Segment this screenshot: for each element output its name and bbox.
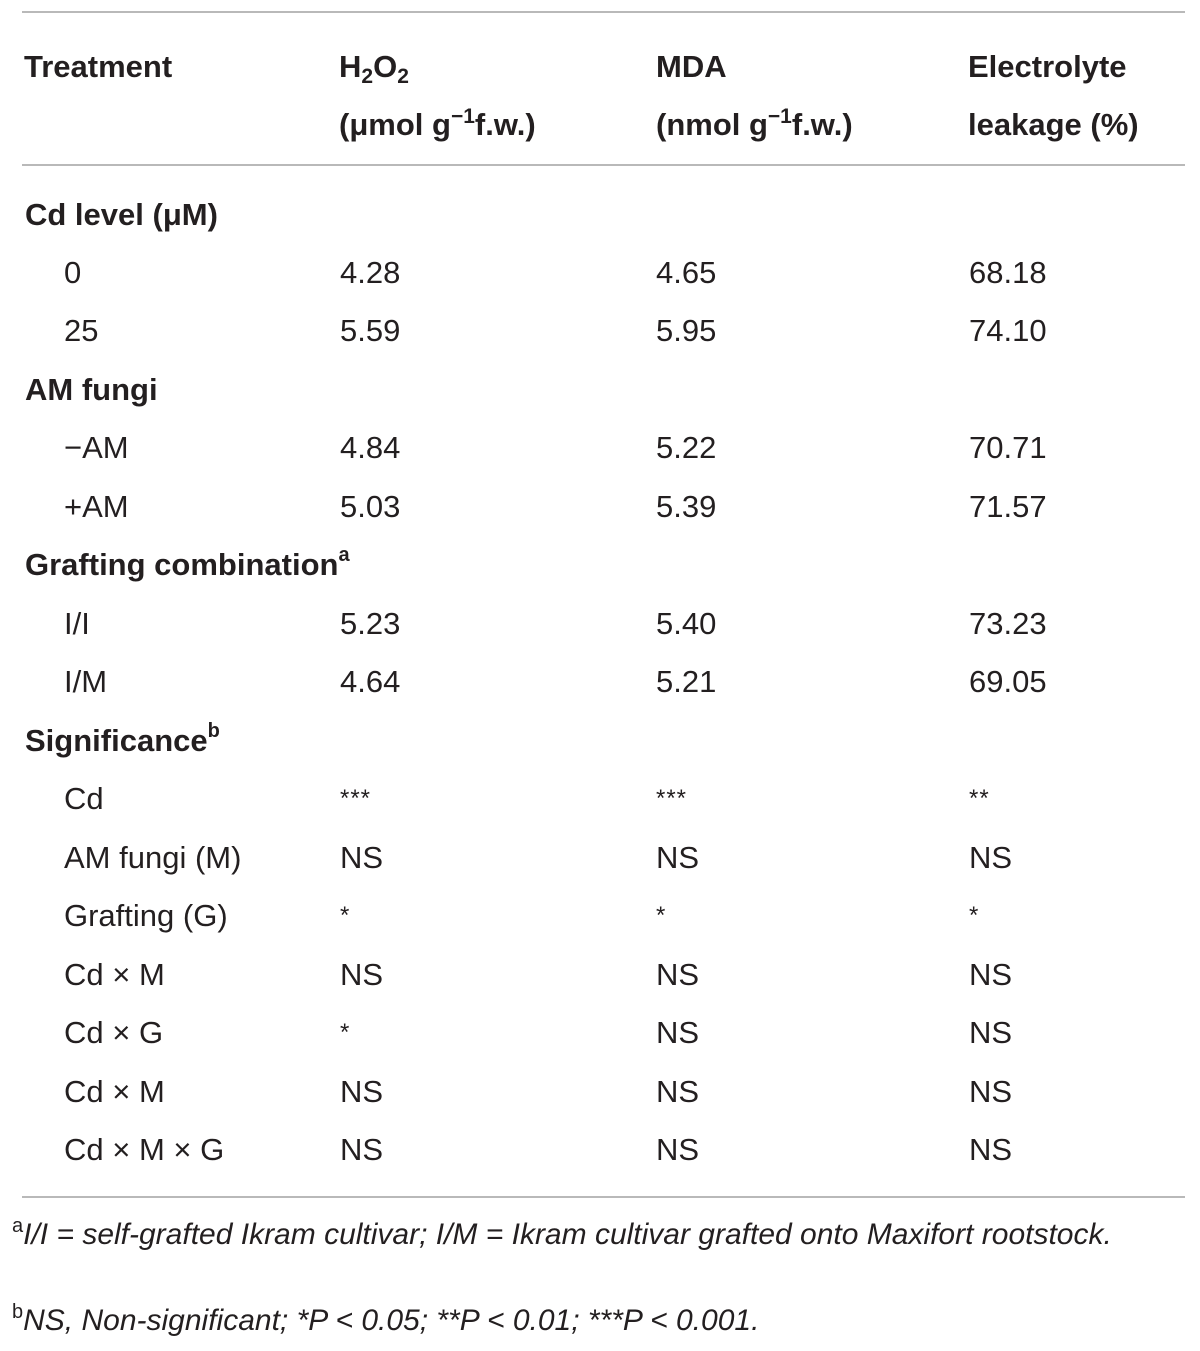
- table-row: [0, 653, 1200, 711]
- cell-h2o2: 5.03: [340, 489, 401, 524]
- section-significance: [0, 712, 1200, 770]
- row-label: −AM: [64, 430, 129, 465]
- section-title: AM fungi: [25, 372, 158, 407]
- header-mda-name: MDA: [656, 49, 727, 84]
- cell-el: NS: [969, 1132, 1013, 1167]
- section-am-fungi: [0, 361, 1200, 419]
- footnote-marker: b: [207, 720, 220, 742]
- cell-h2o2: NS: [340, 1074, 384, 1109]
- header-treatment-text: Treatment: [24, 49, 173, 84]
- header-h2o2-name: $H_2O_2$: [339, 49, 409, 88]
- table-top-rule: [22, 11, 1185, 13]
- row-label: I/M: [64, 664, 108, 699]
- section-title: Cd level (μM): [25, 197, 218, 232]
- row-label: Cd: [64, 781, 104, 816]
- footnote-a-text: I/I = self-grafted Ikram cultivar; I/M = Ikram cultivar grafted onto Maxifort rootstock.: [23, 1218, 1112, 1251]
- table-row: [0, 1063, 1200, 1121]
- table-row: [0, 1121, 1200, 1179]
- cell-el: 71.57: [969, 489, 1047, 524]
- cell-h2o2: 5.59: [340, 313, 401, 348]
- row-label: 25: [64, 313, 99, 348]
- table-row: [0, 478, 1200, 536]
- cell-mda: 5.95: [656, 313, 717, 348]
- row-label: AM fungi (M): [64, 840, 242, 875]
- cell-mda: NS: [656, 957, 700, 992]
- header-el-line1: Electrolyte: [968, 49, 1127, 84]
- row-label: Grafting (G): [64, 898, 228, 933]
- cell-h2o2: NS: [340, 840, 384, 875]
- cell-h2o2: 4.84: [340, 430, 401, 465]
- section-cd-level: [0, 186, 1200, 244]
- cell-mda: 5.40: [656, 606, 717, 641]
- cell-el: 74.10: [969, 313, 1047, 348]
- table-row: [0, 770, 1200, 828]
- cell-mda: *: [656, 902, 667, 929]
- cell-mda: NS: [656, 840, 700, 875]
- cell-h2o2: 5.23: [340, 606, 401, 641]
- table-row: [0, 302, 1200, 360]
- cell-h2o2: 4.64: [340, 664, 401, 699]
- footnote-b-text: NS, Non-significant; *P < 0.05; **P < 0.01; ***P < 0.001.: [23, 1304, 760, 1337]
- table-row: [0, 1004, 1200, 1062]
- footnote-marker: a: [338, 544, 350, 566]
- cell-mda: 5.39: [656, 489, 717, 524]
- cell-h2o2: *: [340, 1019, 351, 1046]
- row-label: Cd × M: [64, 957, 165, 992]
- cell-mda: 5.22: [656, 430, 717, 465]
- header-h2o2-unit: (μmol $g^{-1}f.w$.): [339, 105, 536, 142]
- cell-el: 69.05: [969, 664, 1047, 699]
- section-title: Significance$^b$: [25, 720, 220, 758]
- section-title: Grafting combination$^a$: [25, 544, 350, 582]
- header-el-line2: leakage (%): [968, 107, 1139, 142]
- header-h2o2: [339, 38, 536, 154]
- table-row: [0, 946, 1200, 1004]
- header-mda: [656, 38, 853, 154]
- cell-h2o2: 4.28: [340, 255, 401, 290]
- cell-el: NS: [969, 957, 1013, 992]
- table-row: [0, 595, 1200, 653]
- cell-el: **: [969, 785, 990, 812]
- table-row: [0, 244, 1200, 302]
- header-treatment: [24, 38, 172, 96]
- table-bottom-rule: [22, 1196, 1185, 1198]
- cell-mda: NS: [656, 1015, 700, 1050]
- cell-mda: NS: [656, 1132, 700, 1167]
- table-row: [0, 829, 1200, 887]
- row-label: +AM: [64, 489, 129, 524]
- section-grafting: [0, 536, 1200, 594]
- cell-el: *: [969, 902, 980, 929]
- cell-h2o2: ***: [340, 785, 372, 812]
- table-row: [0, 887, 1200, 945]
- cell-h2o2: NS: [340, 957, 384, 992]
- cell-h2o2: *: [340, 902, 351, 929]
- row-label: Cd × G: [64, 1015, 164, 1050]
- cell-el: 73.23: [969, 606, 1047, 641]
- footnote-b: [12, 1299, 1186, 1342]
- row-label: I/I: [64, 606, 90, 641]
- cell-h2o2: NS: [340, 1132, 384, 1167]
- table-row: [0, 419, 1200, 477]
- row-label: Cd × M × G: [64, 1132, 225, 1167]
- footnote-a: [12, 1213, 1186, 1256]
- cell-el: NS: [969, 1074, 1013, 1109]
- table-header-rule: [22, 164, 1185, 166]
- cell-mda: ***: [656, 785, 688, 812]
- cell-mda: 5.21: [656, 664, 717, 699]
- row-label: 0: [64, 255, 82, 290]
- cell-el: 70.71: [969, 430, 1047, 465]
- cell-mda: 4.65: [656, 255, 717, 290]
- header-electrolyte-leakage: [968, 38, 1139, 154]
- cell-el: NS: [969, 840, 1013, 875]
- footnote-a-marker: a: [12, 1215, 24, 1237]
- cell-mda: NS: [656, 1074, 700, 1109]
- footnote-b-marker: b: [12, 1301, 24, 1323]
- row-label: Cd × M: [64, 1074, 165, 1109]
- cell-el: NS: [969, 1015, 1013, 1050]
- cell-el: 68.18: [969, 255, 1047, 290]
- header-mda-unit: (nmol $g^{-1}f.w$.): [656, 105, 853, 142]
